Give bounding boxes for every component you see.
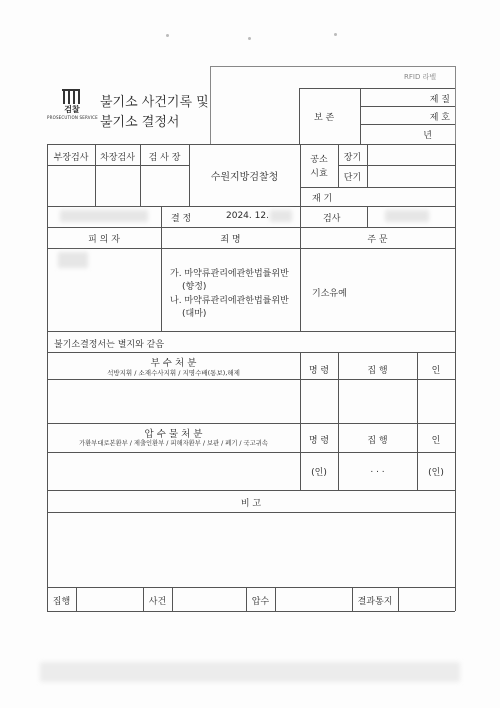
footer-result-notice: 결과통지 <box>357 597 393 607</box>
statute-label-2: 시효 <box>310 169 328 179</box>
incidental-order: 명 령 <box>308 366 330 376</box>
scan-dot <box>248 37 251 40</box>
rule <box>360 106 455 107</box>
rule <box>47 352 455 353</box>
prosecutor-label: 검사 <box>323 214 341 224</box>
col-suspect: 피 의 자 <box>88 235 120 245</box>
footer-execution: 집행 <box>52 597 71 607</box>
rule <box>47 379 455 380</box>
rule <box>275 587 276 611</box>
office-name: 수원지방검찰청 <box>210 172 279 183</box>
rule <box>47 206 455 207</box>
approval-deputy: 차장검사 <box>100 153 135 163</box>
rfid-label: RFID 라벨 <box>404 73 437 81</box>
seized-seal-right: (인) <box>428 468 444 478</box>
rule <box>47 227 455 228</box>
rfid-box-right <box>455 66 456 144</box>
prosecution-logo <box>47 89 97 129</box>
incidental-options: 석방지휘 / 소재수사지휘 / 지명수배(통보),해제 <box>107 369 240 377</box>
rule <box>338 165 455 166</box>
rule <box>300 187 455 188</box>
doc-title-line2: 불기소 결정서 <box>100 115 180 130</box>
seized-seal-left: (인) <box>311 468 327 478</box>
scan-dot <box>334 33 337 36</box>
rule <box>47 452 455 453</box>
logo-mark: 검찰 <box>64 105 80 114</box>
statute-long: 장기 <box>343 153 362 163</box>
logo-icon <box>62 89 80 105</box>
preservation-number: 제 호 <box>429 113 450 123</box>
preservation-label: 보 존 <box>314 113 335 123</box>
redacted-prosecutor <box>385 210 429 222</box>
redacted-footer <box>40 662 460 682</box>
rule <box>161 206 162 227</box>
redacted-suspect <box>58 252 88 268</box>
form-top-border <box>47 144 455 145</box>
seized-date-dots: . . . <box>370 465 385 475</box>
preservation-volume: 제 질 <box>429 95 450 105</box>
rfid-box-top <box>210 66 455 67</box>
rule <box>47 490 455 491</box>
rule <box>299 88 455 89</box>
charge-b-line2: (대마) <box>182 309 207 319</box>
note-text: 불기소결정서는 별지와 같음 <box>54 340 165 350</box>
footer-seizure: 압수 <box>251 597 270 607</box>
rule <box>76 587 77 611</box>
rule <box>299 88 300 144</box>
redacted-day <box>270 210 292 222</box>
seized-execute: 집 행 <box>367 436 388 446</box>
rule <box>360 88 361 144</box>
rule <box>47 423 455 424</box>
redacted-id <box>60 210 148 222</box>
form-right-border <box>455 144 456 611</box>
statute-label-1: 공소 <box>310 155 328 165</box>
charge-a-line1: 가. 마약류관리에관한법률위반 <box>170 269 289 279</box>
col-disposition: 주 문 <box>367 235 388 245</box>
approval-head: 검 사 장 <box>148 153 181 163</box>
footer-case: 사건 <box>148 597 167 607</box>
approval-chief: 부장검사 <box>53 153 89 163</box>
rule <box>172 587 173 611</box>
rule <box>300 206 301 227</box>
remarks-label: 비 고 <box>240 499 262 509</box>
preservation-year: 년 <box>423 131 432 141</box>
doc-title-line1: 불기소 사건기록 및 <box>100 95 209 110</box>
charge-b-line1: 나. 마약류관리에관한법률위반 <box>170 296 289 306</box>
decision-date: 2024. 12. <box>226 211 269 221</box>
rule <box>47 248 455 249</box>
rule <box>47 587 455 588</box>
rule <box>398 587 399 611</box>
form-left-border <box>47 144 48 611</box>
incidental-title: 부 수 처 분 <box>150 358 197 369</box>
incidental-seal: 인 <box>431 366 441 376</box>
rule <box>367 206 368 227</box>
statute-short: 단기 <box>343 173 362 183</box>
seized-options: 가환부대로본환부 / 제출인환부 / 피해자환부 / 보관 / 폐기 / 국고귀속 <box>79 440 268 447</box>
rule <box>360 124 455 125</box>
form-bottom-border <box>47 611 455 612</box>
rfid-box-left <box>210 66 211 144</box>
col-charge: 죄 명 <box>220 235 241 245</box>
charge-a-line2: (향정) <box>182 282 207 292</box>
scan-dot <box>166 34 169 37</box>
seized-order: 명 령 <box>308 436 330 446</box>
seized-seal: 인 <box>431 436 441 446</box>
rule <box>47 165 189 166</box>
statute-retrial: 재 기 <box>312 194 333 204</box>
rule <box>47 331 455 332</box>
rule <box>47 512 455 513</box>
decision-label: 결 정 <box>171 214 192 224</box>
incidental-execute: 집 행 <box>367 366 388 376</box>
seized-title: 압 수 물 처 분 <box>144 429 203 440</box>
disposition-value: 기소유예 <box>312 289 347 299</box>
logo-text: PROSECUTION SERVICE <box>47 115 98 120</box>
